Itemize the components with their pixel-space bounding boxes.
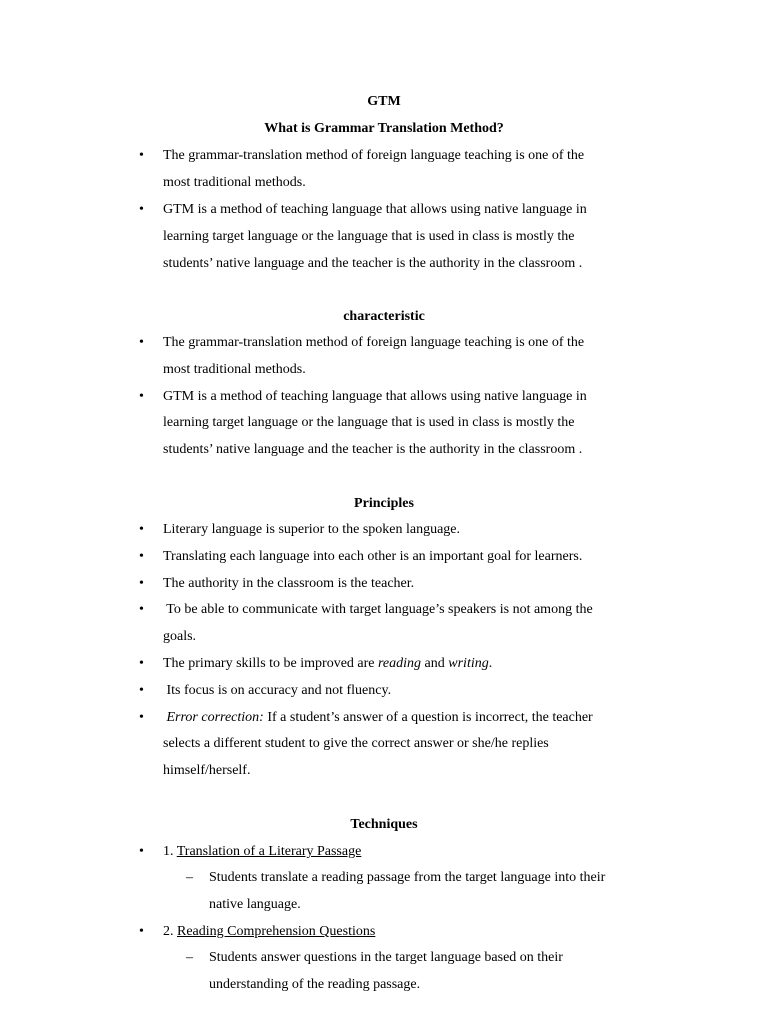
bullet: • [139,924,144,939]
principle-5-writing: writing [448,656,489,671]
error-correction-term: Error correction: [163,710,264,725]
bullet: • [139,148,144,163]
intro-b2-line1: GTM is a method of teaching language that allows using native language in [163,202,587,217]
principle-7-line1 [163,709,593,727]
technique-2-number: 2. [163,924,177,939]
principle-7-line3: himself/herself. [163,763,251,778]
principle-2: Translating each language into each other is an important goal for learners. [163,549,583,564]
characteristic-heading: characteristic [343,309,425,324]
principle-7-text: If a student’s answer of a question is incorrect, the teacher [263,710,593,725]
intro-b1-line1: The grammar-translation method of foreign language teaching is one of the [163,148,585,163]
bullet: • [139,549,144,564]
technique-2-desc-line2: understanding of the reading passage. [209,977,421,992]
technique-1-desc-line2: native language. [209,897,301,912]
bullet: • [139,710,144,725]
principle-7-line2: selects a different student to give the correct answer or she/he replies [163,736,549,751]
bullet: • [139,335,144,350]
intro-b2-line2: learning target language or the language that is used in class is mostly the [163,229,575,244]
principle-6: Its focus is on accuracy and not fluency. [163,683,392,698]
bullet: • [139,656,144,671]
intro-b2-line3: students’ native language and the teacher is the authority in the classroom . [163,256,583,271]
techniques-heading: Techniques [350,817,418,832]
char-b2-line2: learning target language or the language that is used in class is mostly the [163,415,575,430]
dash: – [186,950,193,965]
bullet: • [139,576,144,591]
dash: – [186,870,193,885]
char-b2-line1: GTM is a method of teaching language that allows using native language in [163,389,587,404]
char-b2-line3: students’ native language and the teacher is the authority in the classroom . [163,442,583,457]
doc-subtitle: What is Grammar Translation Method? [264,121,504,136]
technique-2-title: Reading Comprehension Questions [177,924,376,939]
bullet: • [139,522,144,537]
technique-2-desc-line1: Students answer questions in the target language based on their [209,950,563,965]
principle-5 [163,655,492,673]
bullet: • [139,844,144,859]
bullet: • [139,202,144,217]
technique-1-desc-line1: Students translate a reading passage from the target language into their [209,870,606,885]
doc-title: GTM [367,94,401,109]
principle-5-post: . [488,656,493,671]
principle-1: Literary language is superior to the spoken language. [163,522,461,537]
char-b1-line2: most traditional methods. [163,362,306,377]
bullet: • [139,389,144,404]
technique-1-number: 1. [163,844,177,859]
bullet: • [139,602,144,617]
principles-heading: Principles [354,496,414,511]
intro-b1-line2: most traditional methods. [163,175,306,190]
char-b1-line1: The grammar-translation method of foreign language teaching is one of the [163,335,585,350]
principle-5-pre: The primary skills to be improved are [163,656,378,671]
principle-5-reading: reading [378,656,422,671]
bullet: • [139,683,144,698]
technique-2 [163,923,375,941]
technique-1 [163,843,361,861]
principle-5-mid: and [421,656,449,671]
principle-3: The authority in the classroom is the teacher. [163,576,415,591]
principle-4-line1: To be able to communicate with target language’s speakers is not among the [163,602,593,617]
principle-4-line2: goals. [163,629,197,644]
technique-1-title: Translation of a Literary Passage [176,844,362,859]
